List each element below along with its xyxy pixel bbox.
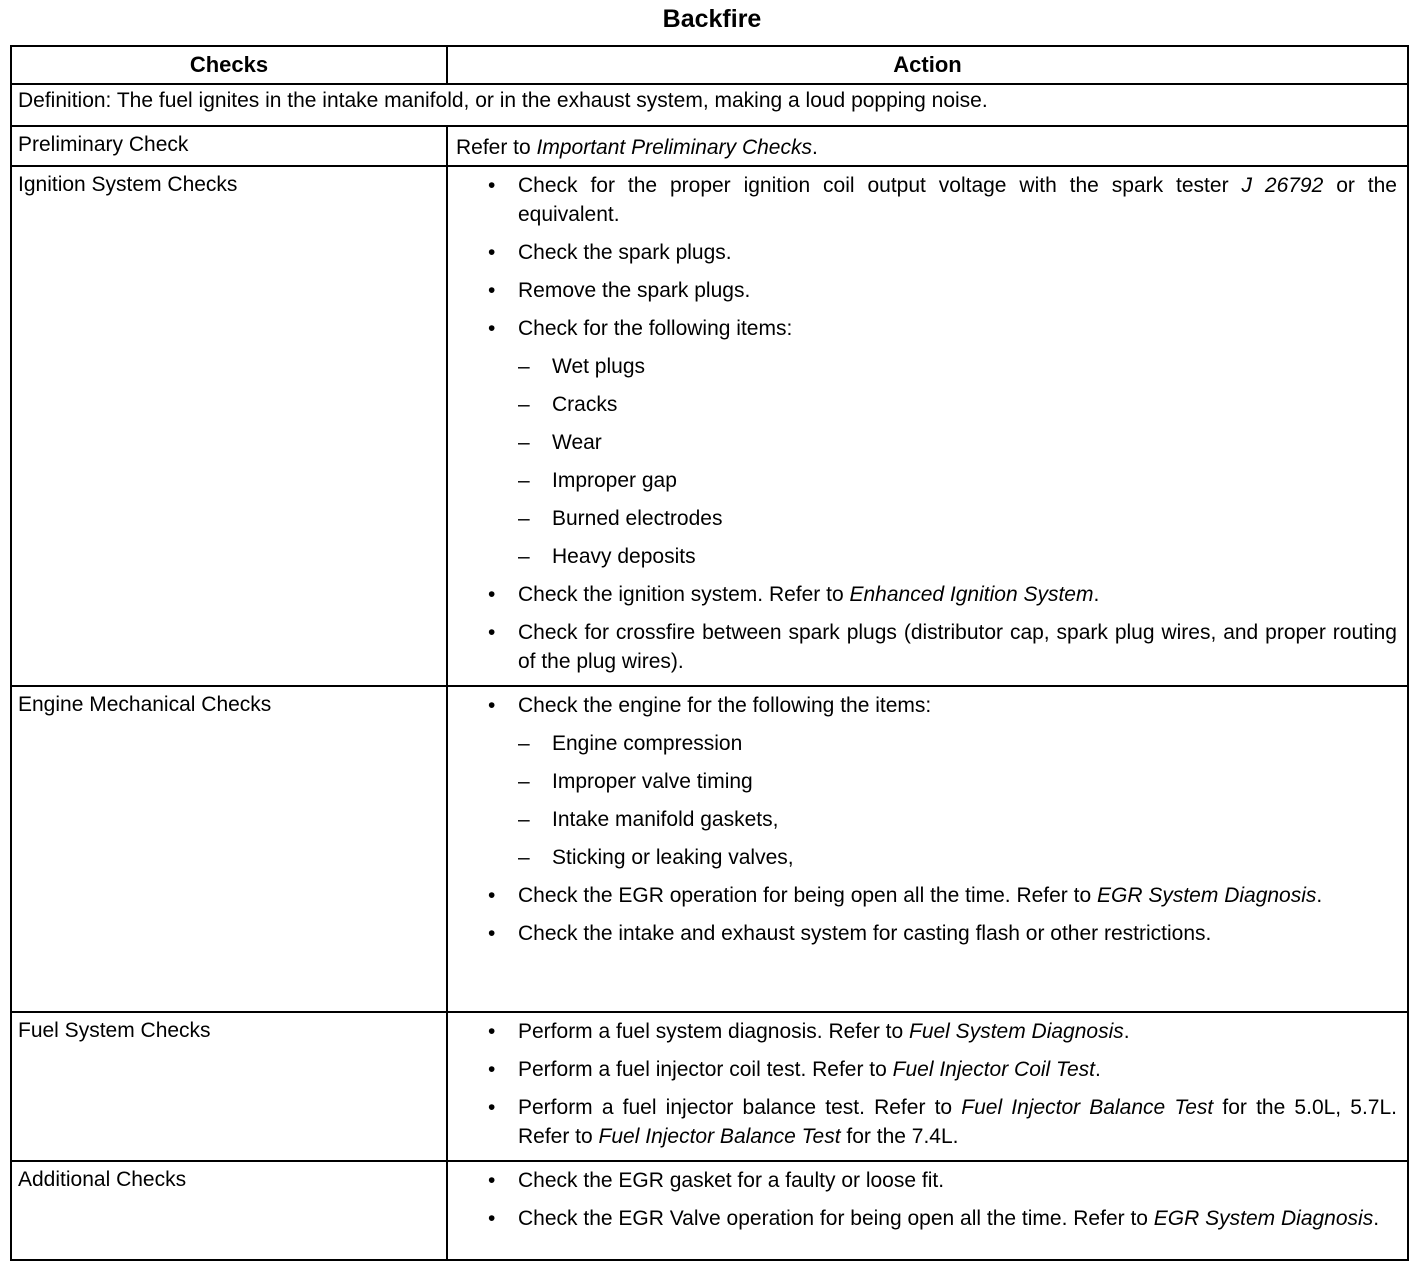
reference-link[interactable]: Important Preliminary Checks (536, 136, 812, 159)
check-label: Fuel System Checks (11, 1012, 447, 1161)
dash-icon: – (518, 770, 530, 793)
check-label: Ignition System Checks (11, 166, 447, 686)
definition-text: Definition: The fuel ignites in the intake manifold, or in the exhaust system, making a loud popping noise. (11, 84, 1408, 126)
header-row (11, 46, 1408, 84)
bullet-icon: • (488, 583, 496, 606)
dash-icon: – (518, 846, 530, 869)
list-item: • Check for crossfire between spark plugs (distributor cap, spark plug wires, and proper routing of the plug wires). (488, 618, 1397, 676)
list-item: • Remove the spark plugs. (488, 276, 1397, 305)
action-cell: Refer to Important Preliminary Checks. (447, 126, 1408, 166)
bullet-icon: • (488, 174, 496, 197)
sub-list-item: – Engine compression (518, 729, 1397, 758)
dash-icon: – (518, 393, 530, 416)
reference-link[interactable]: EGR System Diagnosis (1097, 884, 1317, 907)
list-item: • Check for the proper ignition coil output voltage with the spark tester J 26792 or the equivalent. (488, 171, 1397, 229)
sub-list-item: – Sticking or leaking valves, (518, 843, 1397, 872)
action-cell (447, 1161, 1408, 1260)
list-item: • Check for the following items: – Wet plugs – Cracks – Wear – Improper gap – Burned electrodes – Heavy deposits (488, 314, 1397, 571)
action-cell (447, 686, 1408, 1012)
dash-icon: – (518, 545, 530, 568)
sub-list-item: – Intake manifold gaskets, (518, 805, 1397, 834)
table-row (11, 1012, 1408, 1161)
page-title: Backfire (662, 5, 762, 33)
list-item: • Perform a fuel injector balance test. Refer to Fuel Injector Balance Test for the 5.0L, 5.7L. Refer to Fuel Injector Balance Test for the 7.4L. (488, 1093, 1397, 1151)
reference-link[interactable]: Enhanced Ignition System (849, 583, 1094, 606)
check-label: Engine Mechanical Checks (11, 686, 447, 1012)
list-item: • Check the EGR operation for being open all the time. Refer to EGR System Diagnosis. (488, 881, 1397, 910)
dash-icon: – (518, 507, 530, 530)
list-item: • Check the spark plugs. (488, 238, 1397, 267)
list-item: • Perform a fuel system diagnosis. Refer to Fuel System Diagnosis. (488, 1017, 1397, 1046)
bullet-icon: • (488, 694, 496, 717)
list-item: • Check the engine for the following the items: – Engine compression – Improper valve timing – Intake manifold gaskets, – Sticking or leaking valves, (488, 691, 1397, 872)
list-item: • Perform a fuel injector coil test. Refer to Fuel Injector Coil Test. (488, 1055, 1397, 1084)
dash-icon: – (518, 732, 530, 755)
reference-link[interactable]: Fuel Injector Coil Test (892, 1058, 1095, 1081)
checks-header: Checks (11, 46, 447, 84)
list-item: • Check the EGR gasket for a faulty or loose fit. (488, 1166, 1397, 1195)
reference-link[interactable]: Fuel System Diagnosis (909, 1020, 1124, 1043)
table-row (11, 1161, 1408, 1260)
definition-row (11, 84, 1408, 126)
bullet-icon: • (488, 279, 496, 302)
table-row (11, 686, 1408, 1012)
dash-icon: – (518, 355, 530, 378)
list-item: • Check the EGR Valve operation for being open all the time. Refer to EGR System Diagnosis. (488, 1204, 1397, 1233)
sub-list-item: – Burned electrodes (518, 504, 1397, 533)
bullet-icon: • (488, 621, 496, 644)
bullet-icon: • (488, 884, 496, 907)
action-cell (447, 1012, 1408, 1161)
bullet-icon: • (488, 1096, 496, 1119)
bullet-icon: • (488, 1207, 496, 1230)
bullet-icon: • (488, 922, 496, 945)
check-label: Additional Checks (11, 1161, 447, 1260)
dash-icon: – (518, 431, 530, 454)
reference-link[interactable]: EGR System Diagnosis (1153, 1207, 1374, 1230)
table-row (11, 166, 1408, 686)
sub-list-item: – Cracks (518, 390, 1397, 419)
action-cell (447, 166, 1408, 686)
bullet-icon: • (488, 1020, 496, 1043)
sub-list-item: – Improper valve timing (518, 767, 1397, 796)
diagnosis-table (10, 45, 1409, 1261)
sub-list-item: – Wet plugs (518, 352, 1397, 381)
list-item: • Check the intake and exhaust system for casting flash or other restrictions. (488, 919, 1397, 948)
dash-icon: – (518, 469, 530, 492)
reference-link[interactable]: Fuel Injector Balance Test (961, 1096, 1214, 1119)
bullet-icon: • (488, 241, 496, 264)
action-header: Action (447, 46, 1408, 84)
bullet-icon: • (488, 1169, 496, 1192)
bullet-icon: • (488, 317, 496, 340)
list-item: • Check the ignition system. Refer to Enhanced Ignition System. (488, 580, 1397, 609)
sub-list-item: – Wear (518, 428, 1397, 457)
dash-icon: – (518, 808, 530, 831)
check-label: Preliminary Check (11, 126, 447, 166)
sub-list-item: – Improper gap (518, 466, 1397, 495)
table-row (11, 126, 1408, 166)
bullet-icon: • (488, 1058, 496, 1081)
reference-link[interactable]: J 26792 (1241, 174, 1324, 197)
reference-link[interactable]: Fuel Injector Balance Test (598, 1125, 841, 1148)
sub-list-item: – Heavy deposits (518, 542, 1397, 571)
